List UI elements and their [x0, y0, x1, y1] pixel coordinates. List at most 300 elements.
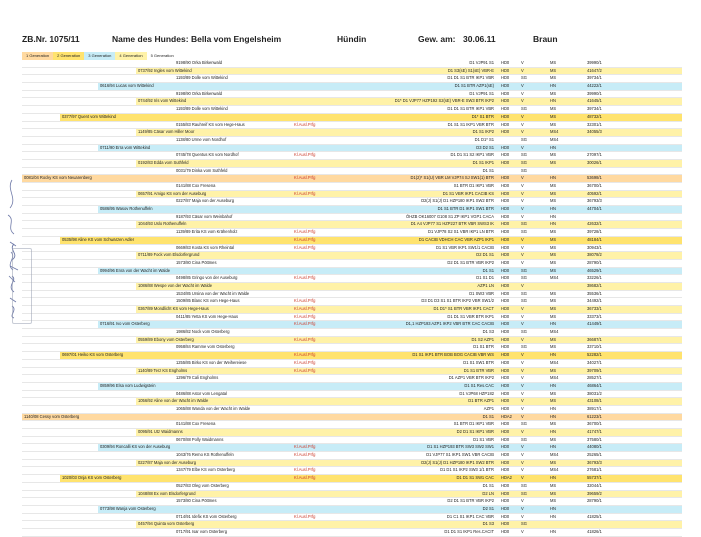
grade-cell: SG [521, 490, 527, 496]
registry-id-cell: 41747/1 [587, 429, 602, 434]
exam-cell: Kl.Ausl.Prfg [294, 229, 316, 235]
pedigree-row [22, 506, 682, 514]
hd-cell: HD0 [501, 313, 510, 319]
generation-band [174, 329, 682, 336]
dog-name-cell: 0155/83 Rauhreif KS vom Hege-Haus [176, 121, 245, 127]
hd-cell: HD0 [501, 259, 510, 265]
hd-cell: HD0 [501, 344, 510, 350]
hd-cell: HD0 [501, 336, 510, 342]
grade-cell: V [521, 306, 524, 311]
ms-cell: HN [550, 528, 556, 534]
results-cell: D1 S1 BTR VBR [463, 367, 494, 373]
dog-name-cell: 0141/88 Cox Fresena [176, 421, 216, 427]
pedigree-row [22, 260, 682, 268]
pedigree-row [22, 106, 682, 114]
registry-id-cell: 42632/1 [587, 221, 602, 227]
grade-cell: V [521, 183, 524, 188]
pedigree-row [22, 314, 682, 322]
legend-gen-3: 3 Generation [84, 52, 115, 60]
hd-cell: HDA2 [501, 475, 512, 481]
registry-id-cell: 33226/1 [587, 275, 602, 281]
pedigree-row [22, 183, 682, 191]
generation-band [174, 122, 682, 129]
pedigree-row [22, 152, 682, 160]
pedigree-row [22, 444, 682, 452]
grade-cell: V [521, 244, 524, 250]
hd-cell: HD0 [501, 183, 510, 188]
dog-name-cell: 0527/83 Oleg vom Osterberg [176, 482, 229, 488]
grade-cell: V [521, 190, 524, 196]
grade-cell: V [521, 467, 524, 473]
generation-band [174, 344, 682, 351]
dog-name-cell: 1193/89 Dolle vom Wittekind [176, 75, 228, 81]
results-cell: D1 S1 IKP1 [472, 159, 494, 165]
results-cell: D1 VJP91 S1 [469, 60, 494, 65]
results-cell: D1 S3 [482, 521, 494, 527]
ms-cell: MS [550, 229, 557, 235]
grade-cell: V [521, 359, 524, 365]
registry-id-cell: 44704/1 [587, 206, 602, 212]
dog-name-cell: 0227/87 Maja von der Auseburg [176, 198, 235, 204]
generation-band [174, 437, 682, 444]
generation-band [174, 483, 682, 490]
exam-cell: Kl.Ausl.Prfg [294, 175, 316, 181]
hd-cell: HD0 [501, 275, 510, 281]
ms-cell: MS [550, 344, 557, 350]
registry-id-cell: 39734/1 [587, 106, 602, 112]
grade-cell: SG [521, 329, 527, 335]
exam-cell: Kl.Ausl.Prfg [294, 236, 316, 242]
results-cell: D1 S1 [482, 413, 494, 419]
dog-name-cell: 1065/88 Wanda von der Wacht im Walde [176, 405, 251, 411]
grade-cell: V [521, 259, 524, 265]
generation-band [174, 60, 682, 67]
registry-id-cell: 25265/1 [587, 452, 602, 458]
grade-cell: V [521, 252, 524, 258]
hd-cell: HD0 [501, 67, 510, 73]
pedigree-row [22, 137, 682, 145]
registry-id-cell: 41826/1 [587, 528, 602, 534]
pedigree-row [22, 175, 682, 183]
grade-cell: V [521, 129, 524, 135]
pedigree-row [22, 122, 682, 130]
grade-cell: SG [521, 152, 527, 158]
hd-cell: HD0 [501, 452, 510, 458]
pedigree-row [22, 145, 682, 153]
dog-name-cell: 1139/89 Erita KS vom Krähenholz [176, 229, 238, 235]
registry-id-cell: 27681/1 [587, 467, 602, 473]
generation-band [174, 275, 682, 282]
generation-band [174, 75, 682, 82]
results-cell: D1 S1 BTR D1 IKP1 SW1 BTR [437, 206, 494, 212]
results-cell: D1 D1* S1 [474, 136, 494, 142]
pedigree-row [22, 391, 682, 399]
pedigree-row [22, 460, 682, 468]
generation-band [136, 521, 682, 528]
grade-cell: V [521, 113, 524, 119]
grade-cell: V [521, 321, 524, 327]
ms-cell: MS4 [550, 136, 559, 142]
registry-id-cell: 41647/2 [587, 67, 602, 73]
dog-name-cell: 0457/94 Quinta vom Osterberg [138, 521, 195, 527]
registry-id-cell: 41825/1 [587, 513, 602, 519]
pedigree-row [22, 245, 682, 253]
hd-cell: HD0 [501, 221, 510, 227]
grade-cell: V [521, 336, 524, 342]
pedigree-row [22, 98, 682, 106]
grade-cell: V [521, 282, 524, 288]
hd-cell: HD0 [501, 175, 510, 181]
ms-cell: HN [550, 321, 556, 327]
dog-name-cell: 0711/90 Erra vom Wittekind [100, 144, 151, 150]
pedigree-row [22, 229, 682, 237]
grade-cell: V [521, 98, 524, 104]
pedigree-row [22, 91, 682, 99]
hd-cell: HD0 [501, 129, 510, 135]
ms-cell: HN [550, 405, 556, 411]
registry-id-cell: 48732/1 [587, 113, 602, 119]
dog-name-cell: 1347/79 Elbe KS vom Osterberg [176, 467, 235, 473]
pedigree-row [22, 252, 682, 260]
registry-id-cell: 34055/3 [587, 129, 602, 135]
pedigree-row [22, 452, 682, 460]
registry-id-cell: 55737/1 [587, 475, 602, 481]
hd-cell: HD0 [501, 106, 510, 112]
results-cell: ÖHZB OK16007 G108 S1 ZP IKP1 VGP1 CACA [406, 213, 494, 219]
dog-name-cell: 0192/83 Edda vom Suthfeld [138, 159, 189, 165]
registry-id-cell: 28790/1 [587, 498, 602, 504]
ms-cell: MS [550, 90, 557, 96]
registry-id-cell: 40592/1 [587, 190, 602, 196]
registry-id-cell: 34027/1 [587, 359, 602, 365]
dog-name-cell: 0958/84 Ramme vom Osterberg [176, 344, 235, 350]
hd-cell: HD0 [501, 206, 510, 212]
registry-id-cell: 39659/2 [587, 490, 602, 496]
exam-cell: Kl.Ausl.Prfg [294, 513, 316, 519]
results-cell: S1 BTR D1 IKP1 VBR [453, 421, 494, 427]
pedigree-row [22, 414, 682, 422]
generation-band [174, 91, 682, 98]
generation-band [98, 145, 682, 152]
ms-cell: MS [550, 113, 557, 119]
results-cell: D1 S1 IKP2 [472, 129, 494, 135]
dog-name-cell: 1255/85 Birko KS von der Weihereiese [176, 359, 247, 365]
pedigree-row [22, 275, 682, 283]
registry-id-cell: 52282/1 [587, 352, 602, 358]
grade-cell: V [521, 90, 524, 96]
pedigree-row [22, 221, 682, 229]
registry-id-cell: 28790/1 [587, 259, 602, 265]
hd-cell: HD0 [501, 113, 510, 119]
ms-cell: MS [550, 244, 557, 250]
ms-cell: HN [550, 413, 556, 419]
dog-name-cell: 1986/82 Nock vom Osterberg [176, 329, 230, 335]
generation-band [174, 152, 682, 159]
results-cell: D1 S1 VBR [473, 436, 494, 442]
ms-cell: HN [550, 175, 556, 181]
results-cell: D1 VJP91 S1 [469, 90, 494, 96]
pedigree-row [22, 129, 682, 137]
hd-cell: HD0 [501, 236, 510, 242]
dog-name-cell: 0994/96 Enra von der Wacht im Walde [100, 267, 171, 273]
pedigree-row [22, 68, 682, 76]
registry-id-cell: 38031/2 [587, 390, 602, 396]
results-cell: AZP1 LN [477, 282, 494, 288]
results-cell: D1 S1 [482, 167, 494, 173]
ms-cell: MS [550, 290, 557, 296]
results-cell: D1 AZP1 VBR BTR IKP2 [448, 375, 494, 381]
dog-name-cell: 0737/92 Ingles vom Wittekind [138, 67, 192, 73]
dog-name-cell: 1509/85 Blanc KS vom Hege-Haus [176, 298, 240, 304]
results-cell: D1 S1 HZP193 BTR SW3 SW2 SW1 [427, 444, 494, 450]
results-cell: D1 VJP68 HZP182 [459, 390, 494, 396]
generation-band [174, 421, 682, 428]
pedigree-row [22, 368, 682, 376]
hd-cell: HD0 [501, 352, 510, 358]
hd-cell: HD0 [501, 390, 510, 396]
dog-name-cell: 1573/80 Cina Pöttmes [176, 259, 217, 265]
hd-cell: HD0 [501, 482, 510, 488]
results-cell: D1 VJP77 S1 IKP1 SW1 VBR CACIB [426, 452, 494, 458]
grade-cell: SG [521, 267, 527, 273]
hd-cell: HD0 [501, 359, 510, 365]
registry-id-cell: 36733/1 [587, 306, 602, 311]
registry-id-cell: 28527/1 [587, 375, 602, 381]
grade-cell: V [521, 505, 524, 511]
grade-cell: SG [521, 521, 527, 527]
pedigree-table [22, 60, 682, 537]
pedigree-header [22, 34, 681, 50]
zb-number: ZB.Nr. 1075/11 [22, 34, 80, 44]
grade-cell: V [521, 313, 524, 319]
dog-name-cell: 1140/08 Cessy vom Osterberg [24, 413, 80, 419]
pedigree-row [22, 206, 682, 214]
results-cell: D1 D1* S1 BTR VBR IKP1 CACT [433, 306, 494, 311]
pedigree-row [22, 306, 682, 314]
dog-name-cell: 0697/01 Heiko KS vom Osterberg [62, 352, 124, 358]
hd-cell: HD0 [501, 267, 510, 273]
dog-name-cell: 0744/92 Iris vom Wittekind [138, 98, 187, 104]
legend-gen-1: 1 Generation [22, 52, 53, 60]
ms-cell: MS [550, 482, 557, 488]
exam-cell: Kl.Ausl.Prfg [294, 475, 316, 481]
registry-id-cell: 33373/1 [587, 313, 602, 319]
generation-band [174, 467, 682, 474]
generation-band [174, 406, 682, 413]
ms-cell: HN [550, 382, 556, 388]
hd-cell: HD0 [501, 306, 510, 311]
grade-cell: V [521, 121, 524, 127]
registry-id-cell: 44080/1 [587, 444, 602, 450]
results-cell: D1 SW3 VBR [469, 290, 494, 296]
dog-name-cell: 1044/93 Uslo Rothenuffeln [138, 221, 187, 227]
grade-cell: V [521, 444, 524, 450]
pedigree-row [22, 514, 682, 522]
ms-cell: MS [550, 421, 557, 427]
dog-name-cell: 1534/85 Ursina von der Wacht im Walde [176, 290, 250, 296]
dog-name-cell: 1043/76 Remo KS Rothenuffeln [176, 452, 234, 458]
grade-cell: SG [521, 275, 527, 281]
dog-name-cell: 9198/90 Orka Birkenwald [176, 90, 222, 96]
pedigree-row [22, 352, 682, 360]
ms-cell: MS [550, 459, 557, 465]
dog-name-cell: 0714/91 Idefix KS vom Osterberg [176, 513, 237, 519]
ms-cell: MS4 [550, 359, 559, 365]
registry-id-cell: 37580/1 [587, 436, 602, 442]
dog-name-cell: 0411/85 Yetta KS vom Hege-Haus [176, 313, 239, 319]
ms-cell: HN [550, 513, 556, 519]
hd-cell: HD0 [501, 121, 510, 127]
results-cell: D1 S1 [482, 267, 494, 273]
ms-cell: MS4 [550, 467, 559, 473]
registry-id-cell: 36687/1 [587, 336, 602, 342]
pedigree-row [22, 198, 682, 206]
generation-band [174, 106, 682, 113]
hd-cell: HD0 [501, 252, 510, 258]
pedigree-row [22, 406, 682, 414]
pedigree-row [22, 383, 682, 391]
exam-cell: Kl.Ausl.Prfg [294, 452, 316, 458]
grade-cell: SG [521, 482, 527, 488]
grade-cell: V [521, 429, 524, 434]
pedigree-row [22, 521, 682, 529]
ms-cell: HN [550, 444, 556, 450]
ms-cell: MS [550, 159, 557, 165]
results-cell: D1 S2 AZP1 [471, 336, 494, 342]
hd-cell: HD0 [501, 421, 510, 427]
ms-cell: MS [550, 336, 557, 342]
hd-cell: HD0 [501, 521, 510, 527]
dog-name-cell: 0141/88 Cox Fresena [176, 183, 216, 188]
dog-name-cell: 0773/98 Wanja vom Osterberg [100, 505, 156, 511]
generation-band [174, 514, 682, 521]
pedigree-row [22, 429, 682, 437]
ms-cell: MS [550, 436, 557, 442]
ms-cell: MS [550, 190, 557, 196]
results-cell: D2 D1 S1 BTR VBR IKP2 [447, 259, 494, 265]
registry-id-cell: 30026/1 [587, 159, 602, 165]
grade-cell: V [521, 144, 524, 150]
grade-cell: V [521, 528, 524, 534]
dog-name-cell: 0498/85 Gringo von der Auseburg [176, 275, 238, 281]
dog-name-cell: 0711/89 Fock vom Elsdorfergrund [138, 252, 200, 258]
registry-id-cell: 46529/1 [587, 267, 602, 273]
dog-name-cell: 0616/94 Lucas vom Wittekind [100, 83, 154, 89]
pedigree-row [22, 160, 682, 168]
results-cell: D1 S1 VBR IKP1 SW1/1 CACIB [435, 244, 494, 250]
ms-cell: MS [550, 152, 557, 158]
exam-cell: Kl.Ausl.Prfg [294, 321, 316, 327]
grade-cell: SG [521, 290, 527, 296]
pedigree-row [22, 60, 682, 68]
exam-cell: Kl.Ausl.Prfg [294, 275, 316, 281]
registry-id-cell: 46864/1 [587, 382, 602, 388]
ms-cell: MS [550, 267, 557, 273]
results-cell: D1 S3(sE) S1(sE) VBR-E [447, 67, 494, 73]
pedigree-row [22, 467, 682, 475]
exam-cell: Kl.Ausl.Prfg [294, 152, 316, 158]
hd-cell: HD0 [501, 144, 510, 150]
hd-cell: HD0 [501, 498, 510, 504]
exam-cell: Kl.Ausl.Prfg [294, 367, 316, 373]
registry-id-cell: 38917/1 [587, 405, 602, 411]
hd-cell: HD0 [501, 159, 510, 165]
hd-cell: HD0 [501, 329, 510, 335]
registry-id-cell: 61223/1 [587, 413, 602, 419]
hd-cell: HD0 [501, 190, 510, 196]
grade-cell: V [521, 83, 524, 89]
results-cell: D1 VJP78 S2 S1 VBR IKP1 LN BTR [428, 229, 494, 235]
grade-cell: SG [521, 298, 527, 304]
grade-cell: SG [521, 136, 527, 142]
pedigree-row [22, 398, 682, 406]
generation-band [174, 391, 682, 398]
registry-id-cell: 53698/1 [587, 175, 602, 181]
dog-name-cell: 9187/93 Cäsar vom Weinbahof [176, 213, 233, 219]
exam-cell: Kl.Ausl.Prfg [294, 244, 316, 250]
registry-id-cell: 36700/1 [587, 183, 602, 188]
registry-id-cell: 39734/1 [587, 75, 602, 81]
dog-sex: Hündin [337, 34, 367, 44]
grade-cell: V [521, 206, 524, 212]
ms-cell: HN [550, 505, 556, 511]
grade-cell: SG [521, 106, 527, 112]
ms-cell: MS [550, 121, 557, 127]
hd-cell: HD0 [501, 398, 510, 404]
results-cell: D2 D1 S1 [476, 252, 494, 258]
grade-cell: V [521, 398, 524, 404]
pedigree-row [22, 83, 682, 91]
dog-name-cell: 0586/95 Wasov Rothenuffeln [100, 206, 153, 212]
hd-cell: HD0 [501, 229, 510, 235]
dog-name-cell: 0031/79 Dinka vom Suthfeld [176, 167, 228, 173]
grade-cell: V [521, 236, 524, 242]
exam-cell: Kl.Ausl.Prfg [294, 190, 316, 196]
hd-cell: HDA2 [501, 413, 512, 419]
hd-cell: HD0 [501, 98, 510, 104]
results-cell: D2 D1 S1 IKP1 VBR [456, 429, 494, 434]
pedigree-row [22, 75, 682, 83]
results-cell: D1 D1 S1 BTR IKP1 VBR [447, 106, 494, 112]
generation-band [174, 360, 682, 367]
dog-name-cell: 1149/85 Cäsar vom Hiller Moor [138, 129, 195, 135]
dog-name-cell: 1048/88 Ex vom Elsdorfergrund [138, 490, 196, 496]
dog-name-cell: 0227/87 Maja von der Auseburg [138, 459, 197, 465]
results-cell: S1 BTR D1 IKP1 VBR [453, 183, 494, 188]
dog-name-cell: 0095/91 Utz Waidmanns [138, 429, 183, 434]
results-cell: D3 D2 S1 [476, 144, 494, 150]
results-cell: D1 D1 S1 SW1 CAC [456, 475, 494, 481]
ms-cell: MS [550, 398, 557, 404]
hd-cell: HD0 [501, 467, 510, 473]
results-cell: D1 S1 SW1 BTR [463, 359, 494, 365]
registry-id-cell: 35536/1 [587, 290, 602, 296]
registry-id-cell: 48184/1 [587, 236, 602, 242]
pedigree-row [22, 298, 682, 306]
grade-cell: V [521, 352, 524, 358]
exam-cell: Kl.Ausl.Prfg [294, 313, 316, 319]
grade-cell: SG [521, 229, 527, 235]
pedigree-row [22, 283, 682, 291]
ms-cell: HN [550, 213, 556, 219]
ms-cell: HN [550, 352, 556, 358]
ms-cell: MS [550, 67, 557, 73]
generation-band [174, 245, 682, 252]
ms-cell: MS [550, 183, 557, 188]
results-cell: D1* S1 BTR [471, 113, 494, 119]
pedigree-row [22, 437, 682, 445]
pedigree-row [22, 191, 682, 199]
